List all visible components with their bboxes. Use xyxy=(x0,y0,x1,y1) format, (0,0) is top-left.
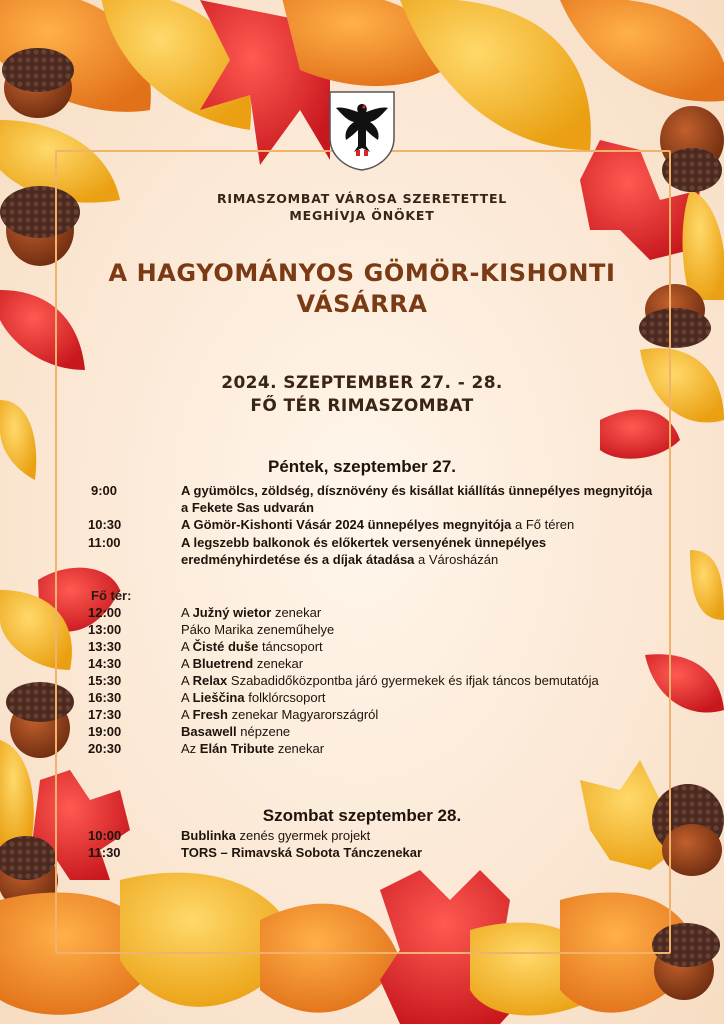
date-line: 2024. SZEPTEMBER 27. - 28. xyxy=(221,373,503,393)
event-description: Az Elán Tribute zenekar xyxy=(181,741,325,756)
event-time: 13:00 xyxy=(88,622,122,637)
event-time: 10:30 xyxy=(88,517,122,532)
event-time: 19:00 xyxy=(88,724,122,739)
event-title xyxy=(0,258,724,320)
event-description: A Južný wietor zenekar xyxy=(181,605,322,620)
event-time: 11:00 xyxy=(88,535,121,550)
event-description: A Gömör-Kishonti Vásár 2024 ünnepélyes megnyitója a Fő téren xyxy=(181,517,575,532)
event-time: 16:30 xyxy=(88,690,122,705)
event-time: 12:00 xyxy=(88,605,122,620)
event-description: A Čisté duše táncsoport xyxy=(181,639,323,654)
title-line-1: A HAGYOMÁNYOS GÖMÖR-KISHONTI xyxy=(108,259,616,287)
saturday-heading: Szombat szeptember 28. xyxy=(262,806,462,825)
event-time: 20:30 xyxy=(88,741,122,756)
event-description: A Fresh zenekar Magyarországról xyxy=(181,707,379,722)
event-time: 11:30 xyxy=(88,845,121,860)
event-time: 15:30 xyxy=(88,673,122,688)
event-description: A legszebb balkonok és előkertek versenyének ünnepélyes eredményhirdetése és a díjak átadása a Városházán xyxy=(181,535,547,567)
invitation-text xyxy=(0,190,724,224)
title-line-2: VÁSÁRRA xyxy=(296,290,428,318)
event-date-location xyxy=(0,372,724,418)
fo-ter-label: Fő tér: xyxy=(91,588,132,603)
event-description: Bublinka zenés gyermek projekt xyxy=(181,828,371,843)
event-description: A Relax Szabadidőközpontba járó gyermekek és ifjak táncos bemutatója xyxy=(181,673,599,688)
event-description: Páko Marika zeneműhelye xyxy=(181,622,335,637)
event-description: A Bluetrend zenekar xyxy=(181,656,304,671)
event-time: 9:00 xyxy=(91,483,118,498)
location-line: FŐ TÉR RIMASZOMBAT xyxy=(250,396,474,416)
event-time: 14:30 xyxy=(88,656,122,671)
event-description: Basawell népzene xyxy=(181,724,291,739)
city-coat-of-arms-eagle-icon xyxy=(328,90,396,172)
invitation-line-2: MEGHÍVJA ÖNÖKET xyxy=(289,208,435,223)
event-time: 10:00 xyxy=(88,828,122,843)
invitation-line-1: RIMASZOMBAT VÁROSA SZERETETTEL xyxy=(216,191,508,206)
event-time: 13:30 xyxy=(88,639,122,654)
event-description: A Lieščina folklórcsoport xyxy=(181,690,326,705)
event-time: 17:30 xyxy=(88,707,122,722)
friday-heading: Péntek, szeptember 27. xyxy=(267,457,457,476)
event-description: A gyümölcs, zöldség, dísznövény és kisállat kiállítás ünnepélyes megnyitója a Fekete Sas udvarán xyxy=(181,483,653,515)
event-description: TORS – Rimavská Sobota Tánczenekar xyxy=(181,845,423,860)
